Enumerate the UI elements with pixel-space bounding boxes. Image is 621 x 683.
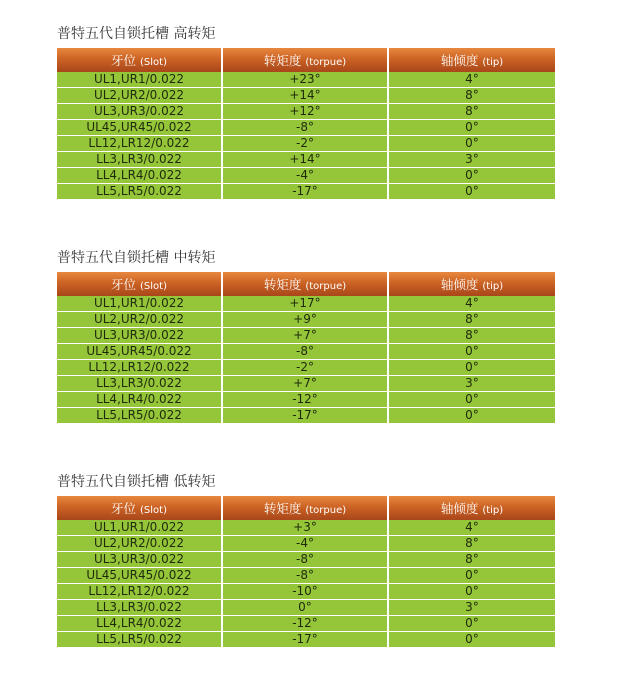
tip-cell: 8° xyxy=(389,103,555,119)
slot-cell: UL3,UR3/0.022 xyxy=(57,103,223,119)
slot-cell: UL2,UR2/0.022 xyxy=(57,535,223,551)
tip-cell: 0° xyxy=(389,359,555,375)
table-row xyxy=(57,87,555,103)
slot-cell: LL12,LR12/0.022 xyxy=(57,583,223,599)
table-row xyxy=(57,520,555,535)
torque-cell: 0° xyxy=(223,599,389,615)
slot-cell: UL3,UR3/0.022 xyxy=(57,551,223,567)
tip-cell: 8° xyxy=(389,535,555,551)
torque-cell: -4° xyxy=(223,167,389,183)
slot-cell: LL4,LR4/0.022 xyxy=(57,615,223,631)
table-row xyxy=(57,359,555,375)
tip-cell: 4° xyxy=(389,520,555,535)
header-row xyxy=(57,496,555,520)
tip-header: 轴倾度 (tip) xyxy=(389,272,555,296)
torque-cell: -12° xyxy=(223,615,389,631)
tip-cell: 8° xyxy=(389,87,555,103)
slot-cell: UL45,UR45/0.022 xyxy=(57,119,223,135)
torque-cell: +9° xyxy=(223,311,389,327)
torque-cell: -8° xyxy=(223,119,389,135)
tip-cell: 0° xyxy=(389,343,555,359)
torque-cell: -10° xyxy=(223,583,389,599)
table-row xyxy=(57,407,555,423)
slot-cell: LL5,LR5/0.022 xyxy=(57,183,223,199)
table-row xyxy=(57,599,555,615)
tip-cell: 8° xyxy=(389,551,555,567)
table-row xyxy=(57,551,555,567)
slot-header: 牙位 (Slot) xyxy=(57,496,223,520)
low-torque-section xyxy=(57,472,555,647)
slot-cell: LL3,LR3/0.022 xyxy=(57,375,223,391)
table-row xyxy=(57,375,555,391)
slot-cell: LL5,LR5/0.022 xyxy=(57,631,223,647)
table-row xyxy=(57,119,555,135)
torque-cell: +17° xyxy=(223,296,389,311)
tip-cell: 8° xyxy=(389,311,555,327)
torque-cell: -12° xyxy=(223,391,389,407)
section-title: 普特五代自锁托槽 中转矩 xyxy=(57,250,216,266)
torque-header: 转矩度 (torpue) xyxy=(223,272,389,296)
torque-header: 转矩度 (torpue) xyxy=(223,48,389,72)
tip-cell: 3° xyxy=(389,151,555,167)
header-row xyxy=(57,272,555,296)
table-row xyxy=(57,135,555,151)
table-row xyxy=(57,103,555,119)
high-torque-table xyxy=(57,48,555,199)
torque-cell: -17° xyxy=(223,407,389,423)
tip-cell: 3° xyxy=(389,375,555,391)
tip-cell: 4° xyxy=(389,72,555,87)
table-row xyxy=(57,535,555,551)
tip-cell: 0° xyxy=(389,167,555,183)
table-row xyxy=(57,391,555,407)
tip-cell: 0° xyxy=(389,583,555,599)
table-row xyxy=(57,343,555,359)
slot-cell: UL1,UR1/0.022 xyxy=(57,520,223,535)
slot-cell: LL4,LR4/0.022 xyxy=(57,391,223,407)
slot-cell: LL12,LR12/0.022 xyxy=(57,135,223,151)
slot-cell: UL2,UR2/0.022 xyxy=(57,311,223,327)
medium-torque-table xyxy=(57,272,555,423)
high-torque-section xyxy=(57,24,555,199)
slot-cell: LL4,LR4/0.022 xyxy=(57,167,223,183)
table-row xyxy=(57,327,555,343)
slot-cell: LL3,LR3/0.022 xyxy=(57,599,223,615)
torque-cell: +3° xyxy=(223,520,389,535)
tip-header: 轴倾度 (tip) xyxy=(389,496,555,520)
header-row xyxy=(57,48,555,72)
torque-cell: +7° xyxy=(223,375,389,391)
table-row xyxy=(57,151,555,167)
section-title: 普特五代自锁托槽 高转矩 xyxy=(57,26,216,42)
torque-cell: +23° xyxy=(223,72,389,87)
torque-cell: -17° xyxy=(223,631,389,647)
table-row xyxy=(57,567,555,583)
tip-cell: 0° xyxy=(389,391,555,407)
torque-cell: -2° xyxy=(223,135,389,151)
torque-cell: +12° xyxy=(223,103,389,119)
slot-cell: LL12,LR12/0.022 xyxy=(57,359,223,375)
slot-cell: UL2,UR2/0.022 xyxy=(57,87,223,103)
table-row xyxy=(57,631,555,647)
torque-header: 转矩度 (torpue) xyxy=(223,496,389,520)
torque-cell: -17° xyxy=(223,183,389,199)
slot-cell: UL45,UR45/0.022 xyxy=(57,343,223,359)
torque-cell: -8° xyxy=(223,567,389,583)
tip-cell: 0° xyxy=(389,631,555,647)
torque-cell: -8° xyxy=(223,551,389,567)
slot-cell: UL1,UR1/0.022 xyxy=(57,296,223,311)
table-row xyxy=(57,583,555,599)
tip-cell: 3° xyxy=(389,599,555,615)
tip-cell: 8° xyxy=(389,327,555,343)
torque-cell: +7° xyxy=(223,327,389,343)
torque-cell: -8° xyxy=(223,343,389,359)
tip-cell: 0° xyxy=(389,615,555,631)
tip-cell: 4° xyxy=(389,296,555,311)
table-row xyxy=(57,615,555,631)
torque-cell: -2° xyxy=(223,359,389,375)
tip-header: 轴倾度 (tip) xyxy=(389,48,555,72)
torque-cell: +14° xyxy=(223,87,389,103)
slot-cell: LL3,LR3/0.022 xyxy=(57,151,223,167)
table-row xyxy=(57,167,555,183)
slot-cell: UL3,UR3/0.022 xyxy=(57,327,223,343)
section-title: 普特五代自锁托槽 低转矩 xyxy=(57,474,216,490)
table-row xyxy=(57,296,555,311)
torque-cell: +14° xyxy=(223,151,389,167)
tip-cell: 0° xyxy=(389,119,555,135)
slot-cell: UL1,UR1/0.022 xyxy=(57,72,223,87)
tip-cell: 0° xyxy=(389,135,555,151)
table-row xyxy=(57,183,555,199)
low-torque-table xyxy=(57,496,555,647)
slot-cell: LL5,LR5/0.022 xyxy=(57,407,223,423)
table-row xyxy=(57,72,555,87)
medium-torque-section xyxy=(57,248,555,423)
slot-cell: UL45,UR45/0.022 xyxy=(57,567,223,583)
tip-cell: 0° xyxy=(389,407,555,423)
slot-header: 牙位 (Slot) xyxy=(57,272,223,296)
slot-header: 牙位 (Slot) xyxy=(57,48,223,72)
torque-cell: -4° xyxy=(223,535,389,551)
tip-cell: 0° xyxy=(389,567,555,583)
tip-cell: 0° xyxy=(389,183,555,199)
table-row xyxy=(57,311,555,327)
